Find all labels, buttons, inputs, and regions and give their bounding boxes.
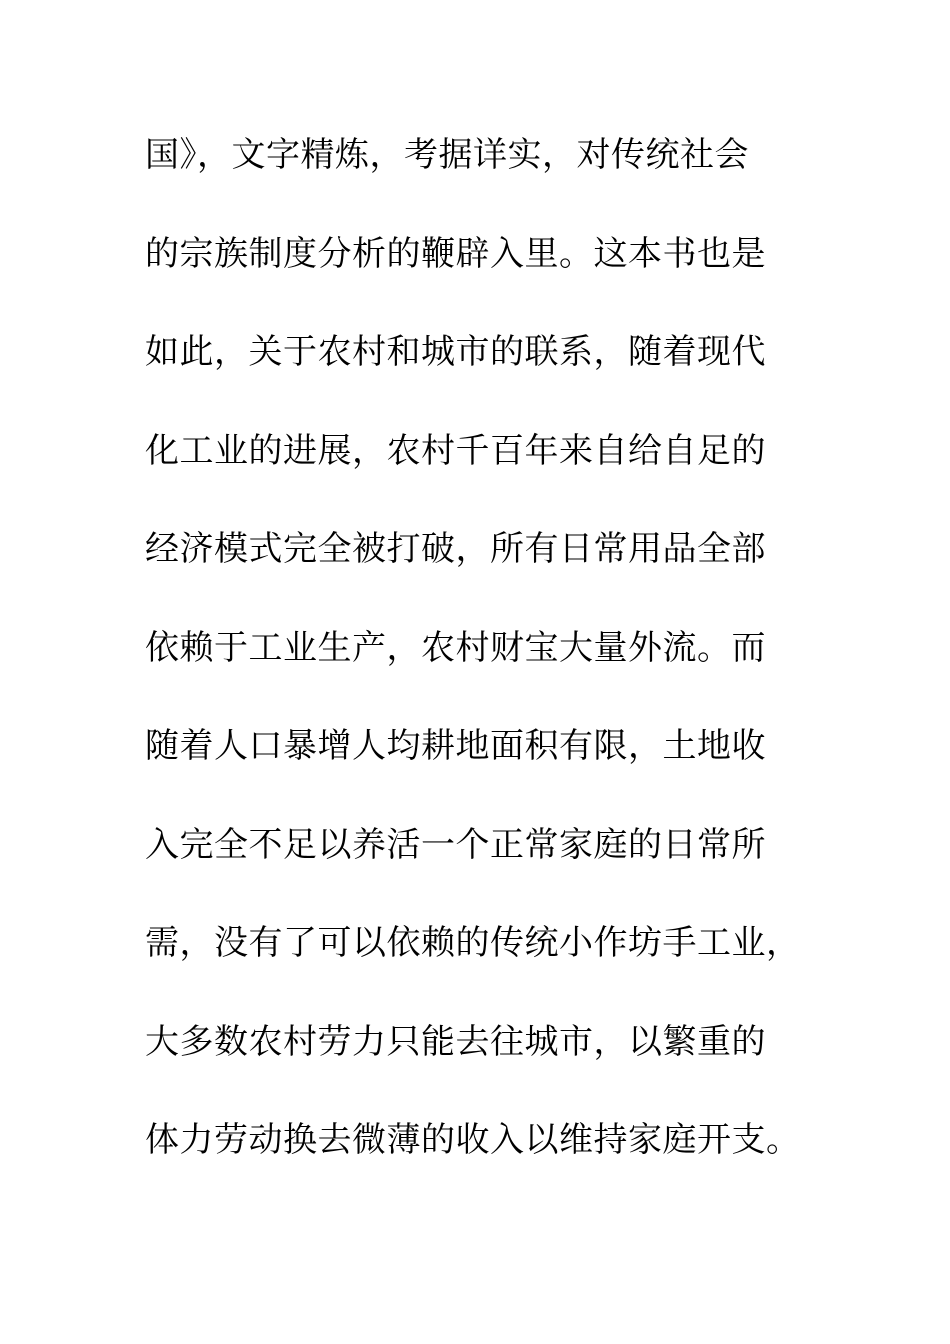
body-text [145, 125, 825, 1209]
text-line-4: 化工业的进展，农村千百年来自给自足的 [145, 430, 766, 471]
text-line-7: 随着人口暴增人均耕地面积有限，土地收 [145, 726, 766, 766]
text-line-8: 入完全不足以养活一个正常家庭的日常所 [145, 824, 766, 865]
text-line-6: 依赖于工业生产，农村财宝大量外流。而 [145, 627, 766, 668]
text-line-1: 国》，文字精炼，考据详实，对传统社会 [145, 135, 749, 175]
text-line-3: 如此，关于农村和城市的联系，随着现代 [145, 332, 766, 372]
text-line-2: 的宗族制度分析的鞭辟入里。这本书也是 [145, 233, 766, 274]
text-line-10: 大多数农村劳力只能去往城市，以繁重的 [145, 1021, 766, 1062]
text-line-11: 体力劳动换去微薄的收入以维持家庭开支。 [145, 1120, 801, 1160]
text-line-5: 经济模式完全被打破，所有日常用品全部 [145, 529, 766, 569]
text-line-9: 需，没有了可以依赖的传统小作坊手工业， [145, 923, 801, 963]
